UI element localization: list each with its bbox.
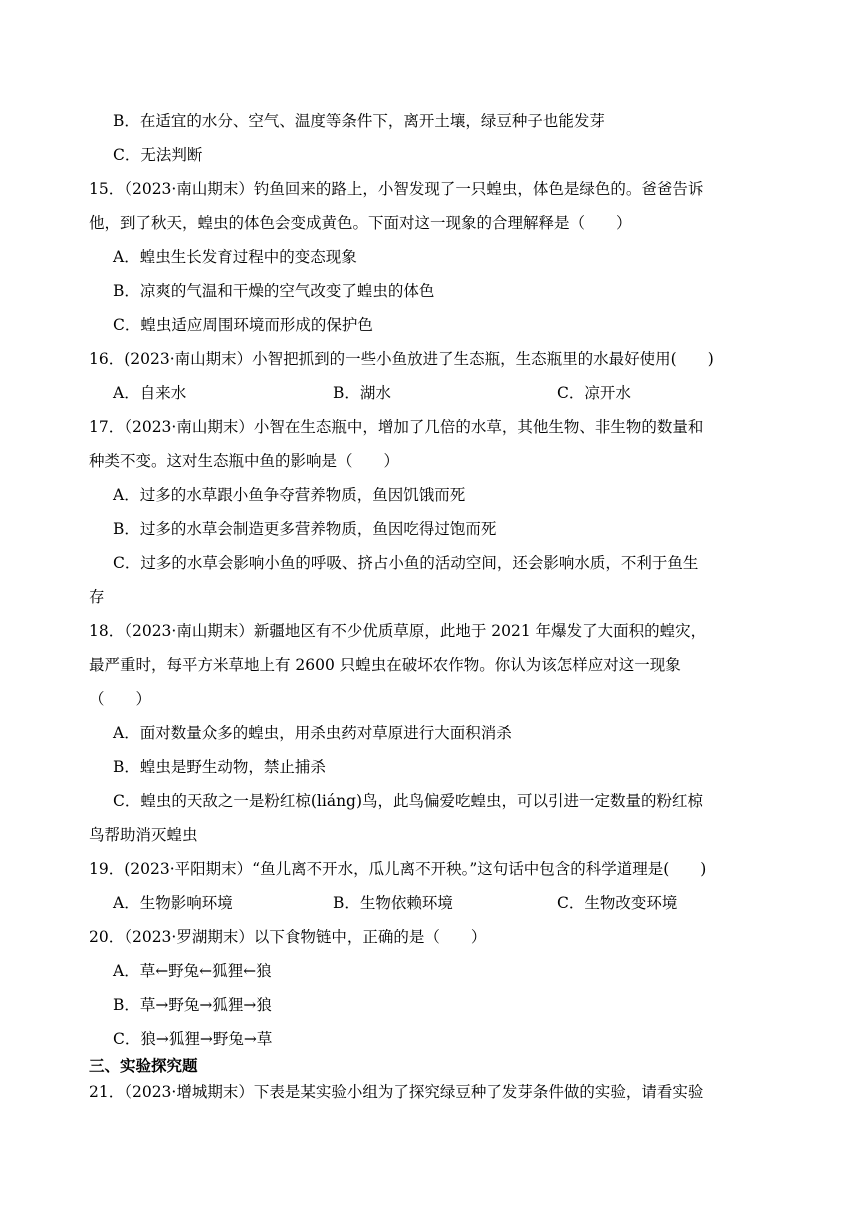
q16-option-a: A．自来水 xyxy=(113,384,187,402)
q18-stem-line1: 18．（2023·南山期末）新疆地区有不少优质草原，此地于 2021 年爆发了大面积的蝗灾， xyxy=(89,622,707,640)
q15-stem-line2: 他，到了秋天，蝗虫的体色会变成黄色。下面对这一现象的合理解释是（ ） xyxy=(89,214,632,232)
q18-stem-line3: （ ） xyxy=(89,690,152,708)
q17-option-c-line1: C．过多的水草会影响小鱼的呼吸、挤占小鱼的活动空间，还会影响水质，不利于鱼生 xyxy=(113,554,699,572)
q16-option-b: B．湖水 xyxy=(333,384,391,402)
q21-stem-line1: 21．（2023·增城期末）下表是某实验小组为了探究绿豆种了发芽条件做的实验，请看实验 xyxy=(89,1083,704,1101)
q15-option-a: A．蝗虫生长发育过程中的变态现象 xyxy=(113,248,357,266)
q18-stem-line2: 最严重时，每平方米草地上有 2600 只蝗虫在破坏农作物。你认为该怎样应对这一现象 xyxy=(89,656,681,674)
q19-option-c: C．生物改变环境 xyxy=(557,894,678,912)
q15-option-b: B．凉爽的气温和干燥的空气改变了蝗虫的体色 xyxy=(113,282,435,300)
q16-option-c: C．凉开水 xyxy=(557,384,631,402)
section-heading-experiment: 三、实验探究题 xyxy=(89,1057,198,1075)
q16-stem-line1: 16．(2023·南山期末）小智把抓到的一些小鱼放进了生态瓶，生态瓶里的水最好使用( ) xyxy=(89,350,714,368)
q17-option-a: A．过多的水草跟小鱼争夺营养物质，鱼因饥饿而死 xyxy=(113,486,466,504)
q19-option-b: B．生物依赖环境 xyxy=(333,894,453,912)
q20-option-a: A．草←野兔←狐狸←狼 xyxy=(113,962,272,980)
q20-option-c: C．狼→狐狸→野兔→草 xyxy=(113,1030,273,1048)
q18-option-c-line2: 鸟帮助消灭蝗虫 xyxy=(89,826,198,844)
q18-option-b: B．蝗虫是野生动物，禁止捕杀 xyxy=(113,758,326,776)
q17-stem-line2: 种类不变。这对生态瓶中鱼的影响是（ ） xyxy=(89,452,400,470)
q17-stem-line1: 17．（2023·南山期末）小智在生态瓶中，增加了几倍的水草，其他生物、非生物的数量和 xyxy=(89,418,704,436)
q15-stem-line1: 15．（2023·南山期末）钓鱼回来的路上，小智发现了一只蝗虫，体色是绿色的。爸爸告诉 xyxy=(89,180,704,198)
q19-option-a: A．生物影响环境 xyxy=(113,894,233,912)
q14-option-b: B．在适宜的水分、空气、温度等条件下，离开土壤，绿豆种子也能发芽 xyxy=(113,112,605,130)
q18-option-c-line1: C．蝗虫的天敌之一是粉红椋(liáng)鸟，此鸟偏爱吃蝗虫，可以引进一定数量的粉红椋 xyxy=(113,792,704,810)
q18-option-a: A．面对数量众多的蝗虫，用杀虫药对草原进行大面积消杀 xyxy=(113,724,512,742)
q20-option-b: B．草→野兔→狐狸→狼 xyxy=(113,996,272,1014)
q14-option-c: C．无法判断 xyxy=(113,146,203,164)
q19-stem-line1: 19．(2023·平阳期末）“鱼儿离不开水，瓜儿离不开秧。”这句话中包含的科学道理是( ) xyxy=(89,860,707,878)
q20-stem-line1: 20．（2023·罗湖期末）以下食物链中，正确的是（ ） xyxy=(89,928,487,946)
q17-option-b: B．过多的水草会制造更多营养物质，鱼因吃得过饱而死 xyxy=(113,520,497,538)
q15-option-c: C．蝗虫适应周围环境而形成的保护色 xyxy=(113,316,373,334)
q17-option-c-line2: 存 xyxy=(89,588,105,606)
